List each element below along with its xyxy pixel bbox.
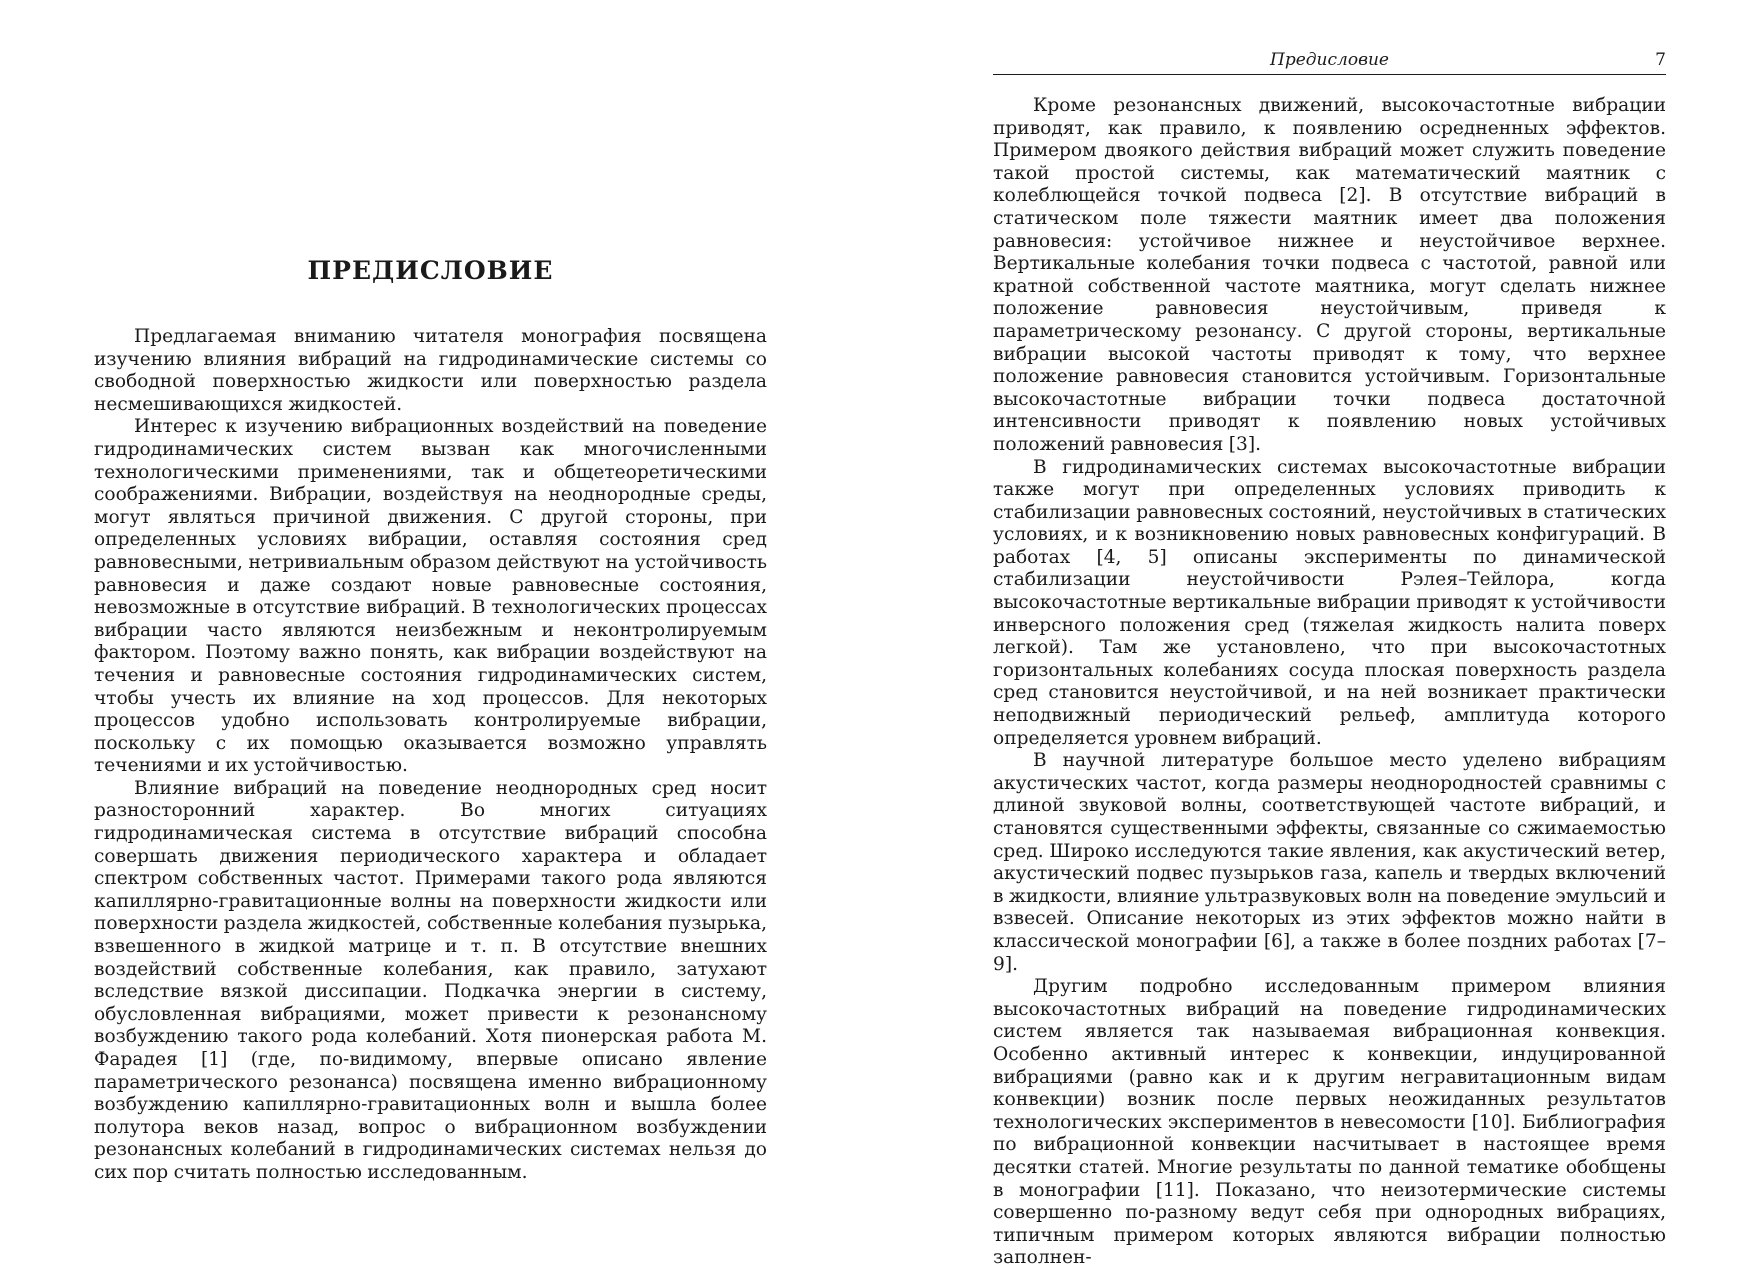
paragraph: Влияние вибраций на поведение неоднородных сред носит разносторонний характер. Во многих ситуациях гидродинамическая система в отсутствие вибраций способна совершать движения периодического характера и обладает спектром собственных частот. Примерами такого рода являются капиллярно-гравитационные волны на поверхности жидкости или поверхности раздела жидкостей, собственные колебания пузырька, взвешенного в жидкой матрице и т. п. В отсутствие внешних воздействий собственные колебания, как правило, затухают вследствие вязкой диссипации. Подкачка энергии в систему, обусловленная вибрациями, может привести к резонансному возбуждению такого рода колебаний. Хотя пионерская работа М. Фарадея [1] (где, по-видимому, впервые описано явление параметрического резонанса) посвящена именно вибрационному возбуждению капиллярно-гравитационных волн и вышла более полутора веков назад, вопрос о вибрационном возбуждении резонансных колебаний в гидродинамических системах нельзя до сих пор считать полностью исследованным. <box>94 777 767 1183</box>
paragraph: Предлагаемая вниманию читателя монография посвящена изучению влияния вибраций на гидродинамические системы со свободной поверхностью жидкости или поверхностью раздела несмешивающихся жидкостей. <box>94 326 767 415</box>
right-page <box>877 0 1754 1269</box>
paragraph: Кроме резонансных движений, высокочастотные вибрации приводят, как правило, к появлению осредненных эффектов. Примером двоякого действия вибраций может служить поведение такой простой системы, как математический маятник с колеблющейся точкой подвеса [2]. В отсутствие вибраций в статическом поле тяжести маятник имеет два положения равновесия: устойчивое нижнее и неустойчивое верхнее. Вертикальные колебания точки подвеса с частотой, равной или кратной собственной частоте маятника, могут сделать нижнее положение равновесия неустойчивым, приведя к параметрическому резонансу. С другой стороны, вертикальные вибрации высокой частоты приводят к тому, что верхнее положение равновесия становится устойчивым. Горизонтальные высокочастотные вибрации точки подвеса достаточной интенсивности приводят к появлению новых устойчивых положений равновесия [3]. <box>993 95 1666 455</box>
left-text-column <box>94 326 767 1185</box>
running-title: Предисловие <box>1270 50 1389 70</box>
left-page <box>0 0 877 1241</box>
paragraph: В научной литературе большое место уделено вибрациям акустических частот, когда размеры неоднородностей сравнимы с длиной звуковой волны, соответствующей частоте вибраций, и становятся существенными эффекты, связанные со сжимаемостью сред. Широко исследуются такие явления, как акустический ветер, акустический подвес пузырьков газа, капель и твердых включений в жидкости, влияние ультразвуковых волн на поведение эмульсий и взвесей. Описание некоторых из этих эффектов можно найти в классической монографии [6], а также в более поздних работах [7–9]. <box>993 750 1666 975</box>
page-number: 7 <box>1655 50 1666 70</box>
chapter-title: ПРЕДИСЛОВИЕ <box>307 256 554 285</box>
right-text-column <box>993 95 1666 1270</box>
paragraph: Другим подробно исследованным примером влияния высокочастотных вибраций на поведение гидродинамических систем является так называемая вибрационная конвекция. Особенно активный интерес к конвекции, индуцированной вибрациями (равно как и к другим негравитационным видам конвекции) возник после первых неожиданных результатов технологических экспериментов в невесомости [10]. Библиография по вибрационной конвекции насчитывает в настоящее время десятки статей. Многие результаты по данной тематике обобщены в монографии [11]. Показано, что неизотермические системы совершенно по-разному ведут себя при однородных вибрациях, типичным примером которых являются вибрации полностью заполнен- <box>993 976 1666 1269</box>
paragraph: Интерес к изучению вибрационных воздействий на поведение гидродинамических систем вызван как многочисленными технологическими применениями, так и общетеоретическими соображениями. Вибрации, воздействуя на неоднородные среды, могут являться причиной движения. С другой стороны, при определенных условиях вибрации, оставляя состояния сред равновесными, нетривиальным образом действуют на устойчивость равновесия и даже создают новые равновесные состояния, невозможные в отсутствие вибраций. В технологических процессах вибрации часто являются неизбежным и неконтролируемым фактором. Поэтому важно понять, как вибрации воздействуют на течения и равновесные состояния гидродинамических систем, чтобы учесть их влияние на ход процессов. Для некоторых процессов удобно использовать контролируемые вибрации, поскольку с их помощью оказывается возможно управлять течениями и их устойчивостью. <box>94 416 767 777</box>
running-header <box>993 48 1666 75</box>
paragraph: В гидродинамических системах высокочастотные вибрации также могут при определенных условиях приводить к стабилизации равновесных состояний, неустойчивых в статических условиях, и к возникновению новых равновесных конфигураций. В работах [4, 5] описаны эксперименты по динамической стабилизации неустойчивости Рэлея–Тейлора, когда высокочастотные вертикальные вибрации приводят к устойчивости инверсного положения сред (тяжелая жидкость налита поверх легкой). Там же установлено, что при высокочастотных горизонтальных колебаниях сосуда плоская поверхность раздела сред становится неустойчивой, и на ней возникает практически неподвижный периодический рельеф, амплитуда которого определяется уровнем вибраций. <box>993 456 1666 749</box>
